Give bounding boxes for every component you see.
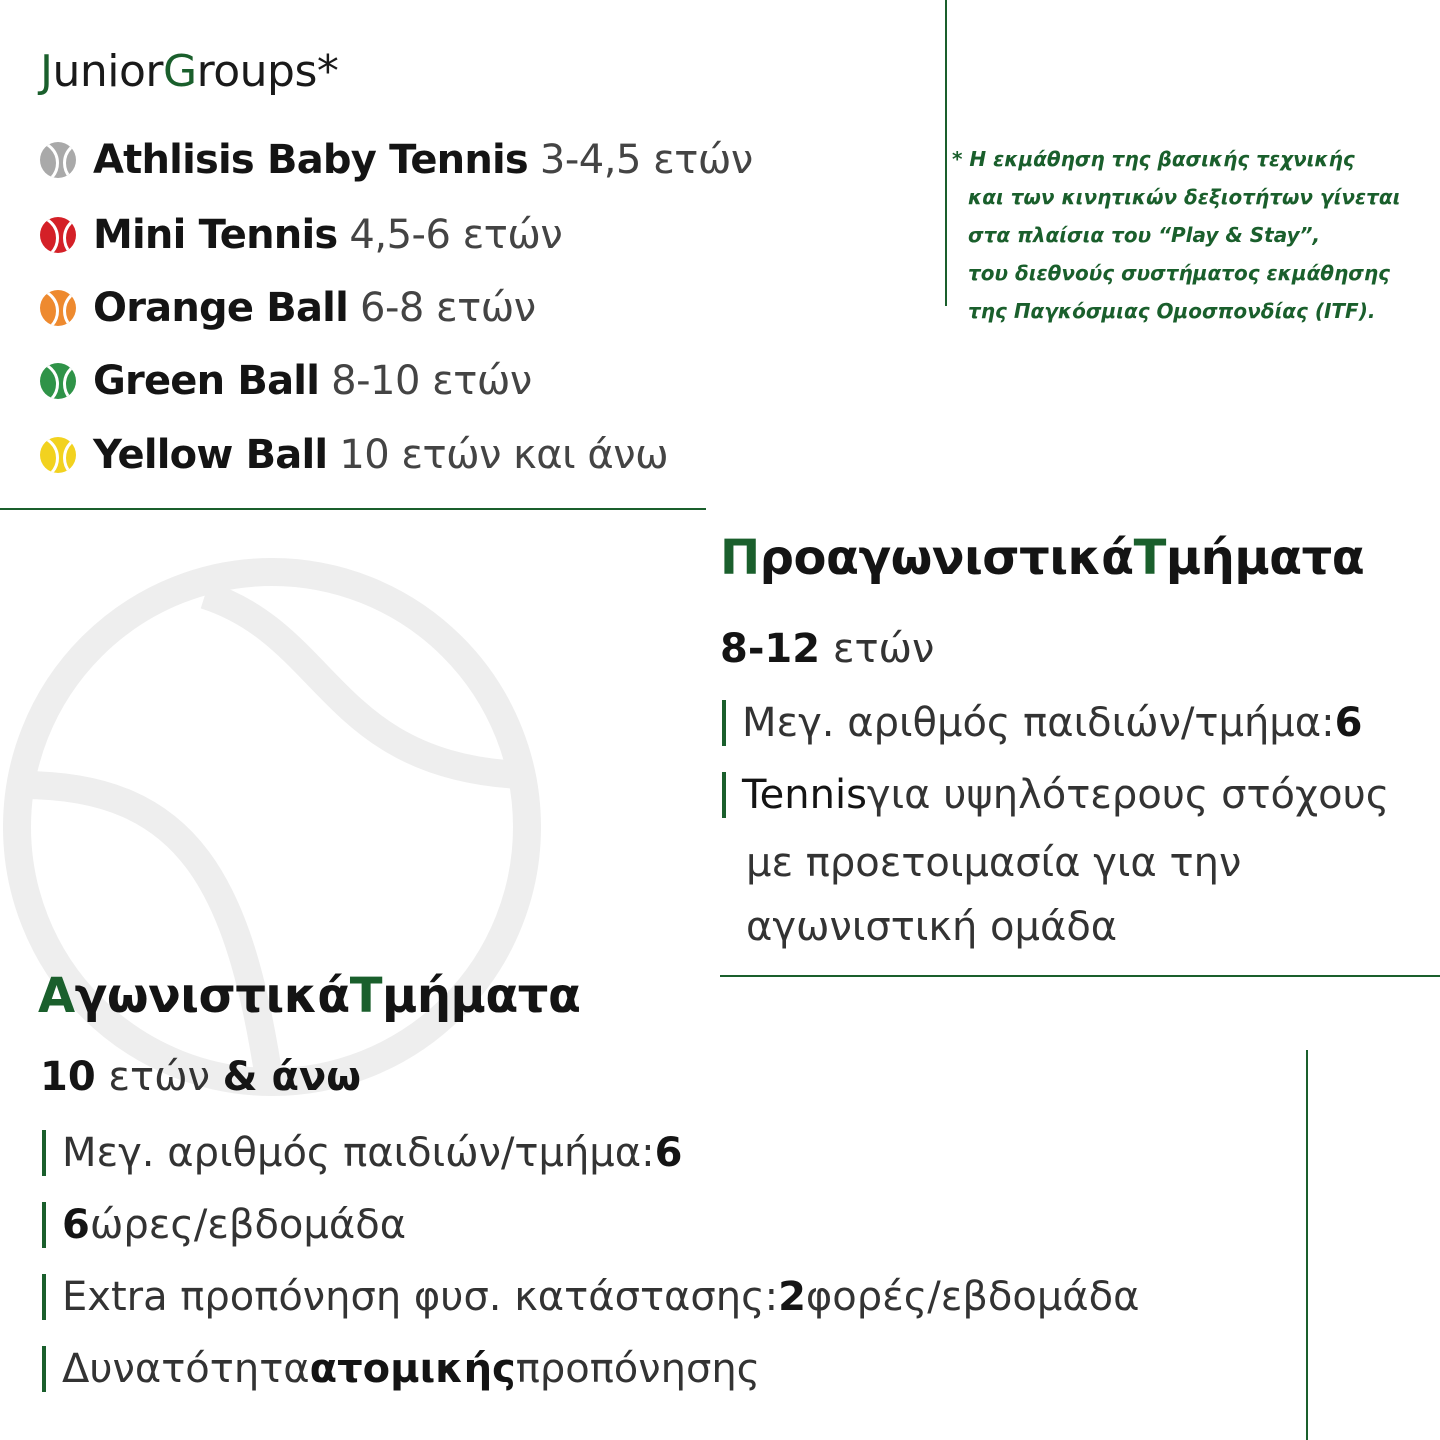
title-initial-j: J <box>40 46 53 97</box>
extra-rest: φορές/εβδομάδα <box>805 1274 1140 1320</box>
comp-extra-fitness <box>42 1274 1140 1320</box>
accent-bar <box>42 1274 46 1320</box>
divider-horizontal-junior <box>0 508 706 510</box>
group-age: 3-4,5 ετών <box>539 137 753 183</box>
list-item-orange-ball <box>40 278 536 338</box>
tennis-ball-red-icon <box>40 217 76 253</box>
age-unit: ετών <box>820 626 935 672</box>
accent-bar <box>42 1346 46 1392</box>
tennis-ball-grey-icon <box>40 142 76 178</box>
note-line: της Παγκόσμιας Ομοσπονδίας (ITF). <box>968 299 1376 323</box>
pre-tennis-goals <box>722 772 1389 818</box>
hours-value: 6 <box>62 1202 90 1248</box>
comp-hours-per-week <box>42 1202 406 1248</box>
group-age: 6-8 ετών <box>360 285 536 331</box>
tennis-ball-orange-icon <box>40 290 76 326</box>
title-part: μήματα <box>1165 530 1365 586</box>
age-number: 10 <box>40 1054 96 1100</box>
tennis-ball-green-icon <box>40 363 76 399</box>
max-label: Μεγ. αριθμός παιδιών/τμήμα: <box>742 700 1335 746</box>
divider-vertical-top <box>945 0 947 306</box>
pre-competitive-title <box>720 530 1364 586</box>
title-initial-g: G <box>163 46 197 97</box>
title-part: μήματα <box>382 968 581 1024</box>
tennis-ball-yellow-icon <box>40 437 76 473</box>
group-age: 4,5-6 ετών <box>349 212 563 258</box>
max-label: Μεγ. αριθμός παιδιών/τμήμα: <box>62 1130 655 1176</box>
title-initial-p: Π <box>720 530 760 586</box>
tennis-word: Tennis <box>742 772 867 818</box>
play-and-stay-note <box>952 140 1400 330</box>
competitive-title <box>38 968 580 1024</box>
max-value: 6 <box>654 1130 683 1176</box>
competitive-age <box>40 1054 361 1100</box>
pre-competitive-age <box>720 626 934 672</box>
group-name: Yellow Ball <box>93 432 328 478</box>
list-item-green-ball <box>40 351 532 411</box>
title-part: ροαγωνιστικά <box>759 530 1134 586</box>
note-line: και των κινητικών δεξιοτήτων γίνεται <box>968 185 1401 209</box>
pre-max-children <box>722 700 1362 746</box>
title-initial-t: Τ <box>1133 530 1166 586</box>
accent-bar <box>42 1130 46 1176</box>
title-part: γωνιστικά <box>74 968 350 1024</box>
divider-horizontal-pre <box>720 975 1440 977</box>
comp-max-children <box>42 1130 682 1176</box>
group-name: Green Ball <box>93 358 320 404</box>
age-unit: ετών <box>95 1054 223 1100</box>
tennis-rest: για υψηλότερους στόχους <box>866 772 1390 818</box>
private-b: προπόνησης <box>515 1346 761 1392</box>
group-name: Mini Tennis <box>93 212 338 258</box>
list-item-yellow-ball <box>40 425 668 485</box>
comp-private-training <box>42 1346 760 1392</box>
divider-vertical-bottom <box>1306 1050 1308 1440</box>
hours-rest: ώρες/εβδομάδα <box>89 1202 407 1248</box>
note-line: * Η εκμάθηση της βασικής τεχνικής <box>952 147 1355 171</box>
extra-label: Extra προπόνηση φυσ. κατάστασης: <box>62 1274 779 1320</box>
title-initial-t: Τ <box>349 968 383 1024</box>
accent-bar <box>42 1202 46 1248</box>
extra-value: 2 <box>778 1274 806 1320</box>
title-initial-a: Α <box>38 968 75 1024</box>
list-item-mini-tennis <box>40 205 562 265</box>
age-and-up: & άνω <box>222 1054 361 1100</box>
note-line: του διεθνούς συστήματος εκμάθησης <box>968 261 1390 285</box>
note-line: στα πλαίσια του “Play & Stay”, <box>968 223 1321 247</box>
list-item-baby-tennis <box>40 130 753 190</box>
group-name: Orange Ball <box>93 285 348 331</box>
title-part-unior: unior <box>52 46 163 97</box>
pre-tennis-line2: με προετοιμασία για την <box>746 840 1242 886</box>
accent-bar <box>722 700 726 746</box>
pre-tennis-line3: αγωνιστική ομάδα <box>746 904 1118 950</box>
group-age: 8-10 ετών <box>331 358 532 404</box>
group-name: Athlisis Baby Tennis <box>93 137 528 183</box>
private-a: Δυνατότητα <box>62 1346 310 1392</box>
title-part-roups: roups* <box>196 46 339 97</box>
accent-bar <box>722 772 726 818</box>
group-age: 10 ετών και άνω <box>339 432 669 478</box>
age-range: 8-12 <box>720 626 821 672</box>
junior-groups-title <box>40 46 338 97</box>
max-value: 6 <box>1334 700 1363 746</box>
private-bold: ατομικής <box>309 1346 516 1392</box>
